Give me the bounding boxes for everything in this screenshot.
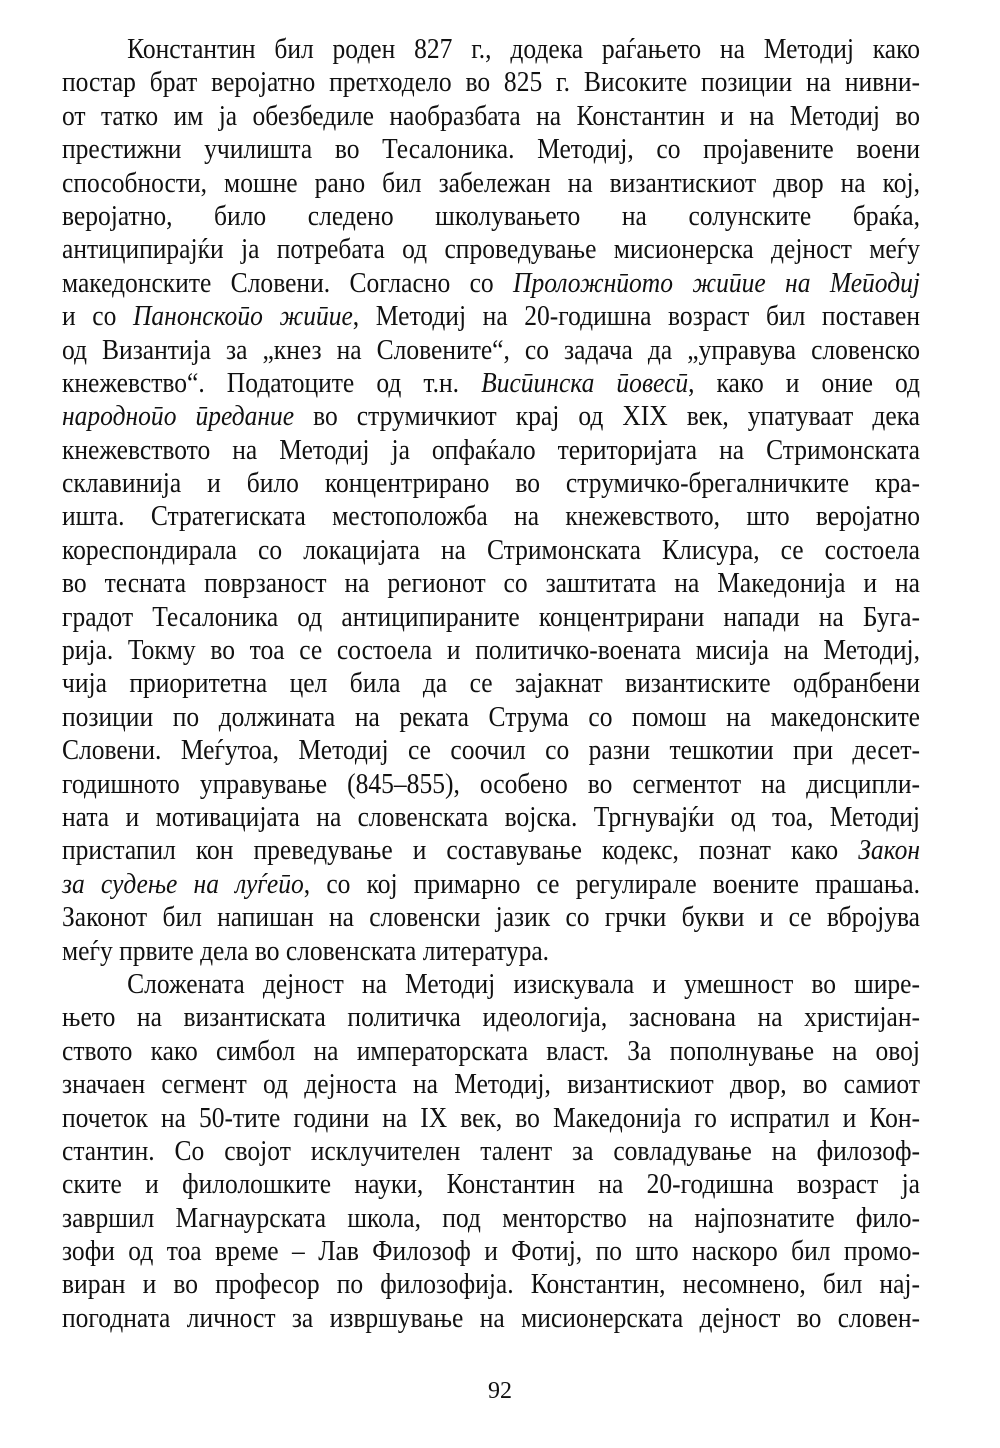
text-line	[62, 768, 920, 801]
text-segment: веројатно, било следено школувањето на солунските браќа,	[62, 199, 920, 232]
text-line	[62, 500, 920, 533]
text-line	[62, 467, 920, 500]
text-line	[62, 734, 920, 767]
text-line	[62, 400, 920, 433]
text-segment: способности, мошне рано бил забележан на византискиот двор на кој,	[62, 166, 920, 199]
text-segment: рија. Токму во тоа се состоела и политичко-воената мисија на Методиј,	[62, 634, 920, 667]
text-line	[62, 601, 920, 634]
text-line	[62, 901, 920, 934]
text-line	[62, 1135, 920, 1168]
text-segment: позиции по должината на реката Струма со помош на македонските	[62, 700, 920, 733]
text-line	[62, 434, 920, 467]
text-line	[62, 701, 920, 734]
text-segment: Константин бил роден 827 г., додека раѓањето на Методиј како	[127, 33, 921, 65]
text-segment: Законот бил напишан на словенски јазик со грчки букви и се вбројува	[62, 901, 920, 934]
text-line	[62, 200, 920, 233]
text-line	[62, 1302, 920, 1335]
text-segment: кнежевство“. Податоците од т.н.	[62, 366, 482, 399]
text-segment: виран и во професор по филозофија. Константин, несомнено, бил нај-	[62, 1268, 920, 1301]
text-segment: постар брат веројатно претходело во 825 г. Високите позиции на нивни-	[62, 66, 920, 99]
text-line	[62, 233, 920, 266]
text-line	[62, 968, 920, 1001]
text-line	[62, 1202, 920, 1235]
text-line	[62, 133, 920, 166]
text-segment: ството како симбол на императорската власт. За пополнување на овој	[62, 1034, 920, 1067]
text-line	[62, 267, 920, 300]
text-line	[62, 300, 920, 333]
italic-title-text: Проложнӣото жиӣие на Меӣодиј	[513, 266, 920, 299]
text-segment: Словени. Меѓутоа, Методиј се соочил со разни тешкотии при десет-	[62, 734, 920, 767]
text-segment: македонските Словени. Согласно со	[62, 266, 514, 299]
text-line	[62, 334, 920, 367]
text-line	[62, 66, 920, 99]
text-segment: годишното управување (845–855), особено во сегментот на дисципли-	[62, 767, 920, 800]
text-segment: и со	[62, 300, 133, 333]
text-segment: почеток на 50-тите години на IX век, во Македонија го испратил и Кон-	[62, 1101, 920, 1134]
italic-title-text: Висӣинска ӣовесӣ	[481, 366, 689, 399]
text-segment: кореспондирала со локацијата на Стримонската Клисура, се состоела	[62, 533, 920, 566]
text-segment: ната и мотивацијата на словенската војска. Тргнувајќи од тоа, Методиј	[62, 800, 920, 833]
text-segment: склавинија и било концентрирано во струмичко-брегалничките кра-	[62, 467, 920, 500]
italic-title-text: народноӣо ӣредание	[62, 400, 295, 433]
text-segment: , како и оние од	[688, 366, 921, 399]
text-segment: во струмичкиот крај од XIX век, упатуваат дека	[294, 400, 920, 433]
text-line	[62, 1068, 920, 1101]
text-line	[62, 1001, 920, 1034]
text-segment: градот Тесалоника од антиципираните концентрирани напади на Буга-	[62, 600, 920, 633]
text-line	[62, 33, 920, 66]
text-segment: од Византија за „кнез на Словените“, со задача да „управува словенско	[62, 333, 920, 366]
text-segment: њето на византиската политичка идеологија, заснована на христијан-	[62, 1001, 920, 1034]
text-line	[62, 100, 920, 133]
text-segment: значаен сегмент од дејноста на Методиј, византискиот двор, во самиот	[62, 1068, 920, 1101]
text-segment: чија приоритетна цел била да се зајакнат византиските одбранбени	[62, 667, 920, 700]
text-line	[62, 801, 920, 834]
text-line	[62, 935, 920, 968]
text-segment: завршил Магнаурската школа, под менторство на најпознатите фило-	[62, 1201, 920, 1234]
italic-title-text: за судење на луѓеӣо	[62, 867, 304, 900]
text-line	[62, 367, 920, 400]
text-segment: погодната личност за извршување на мисионерската дејност во словен-	[62, 1301, 920, 1334]
text-segment: во тесната поврзаност на регионот со заштитата на Македонија и на	[62, 567, 920, 600]
page-body-text	[62, 33, 920, 1335]
text-segment: Сложената дејност на Методиј изискувала и умешност во шире-	[127, 967, 921, 1000]
text-line	[62, 1235, 920, 1268]
italic-title-text: Закон	[858, 834, 920, 867]
text-segment: престижни училишта во Тесалоника. Методиј, со пројавените воени	[62, 133, 920, 166]
text-segment: зофи од тоа време – Лав Филозоф и Фотиј, по што наскоро бил промо-	[62, 1235, 920, 1268]
text-segment: пристапил кон преведување и составување кодекс, познат како	[62, 834, 859, 867]
text-line	[62, 1102, 920, 1135]
text-line	[62, 634, 920, 667]
text-line	[62, 167, 920, 200]
text-line	[62, 1035, 920, 1068]
text-line	[62, 868, 920, 901]
text-segment: ишта. Стратегиската местоположба на кнежевството, што веројатно	[62, 500, 920, 533]
text-segment: , со кој примарно се регулирале воените прашања.	[303, 867, 920, 900]
text-segment: от татко им ја обезбедиле наобразбата на Константин и на Методиј во	[62, 99, 920, 132]
text-line	[62, 534, 920, 567]
text-segment: меѓу првите дела во словенската литература.	[62, 934, 550, 967]
text-line	[62, 667, 920, 700]
text-line	[62, 1168, 920, 1201]
text-segment: стантин. Со својот исклучителен талент за совладување на филозоф-	[62, 1134, 920, 1167]
text-line	[62, 1268, 920, 1301]
text-line	[62, 834, 920, 867]
text-line	[62, 567, 920, 600]
page-number: 92	[488, 1378, 512, 1404]
italic-title-text: Панонскоӣо жиӣие	[132, 300, 353, 333]
text-segment: кнежевството на Методиј ја опфаќало територијата на Стримонската	[62, 433, 920, 466]
text-segment: ските и филолошките науки, Константин на 20-годишна возраст ја	[62, 1168, 920, 1201]
text-segment: антиципирајќи ја потребата од спроведување мисионерска дејност меѓу	[62, 233, 920, 266]
text-segment: , Методиј на 20-годишна возраст бил поставен	[352, 300, 921, 333]
